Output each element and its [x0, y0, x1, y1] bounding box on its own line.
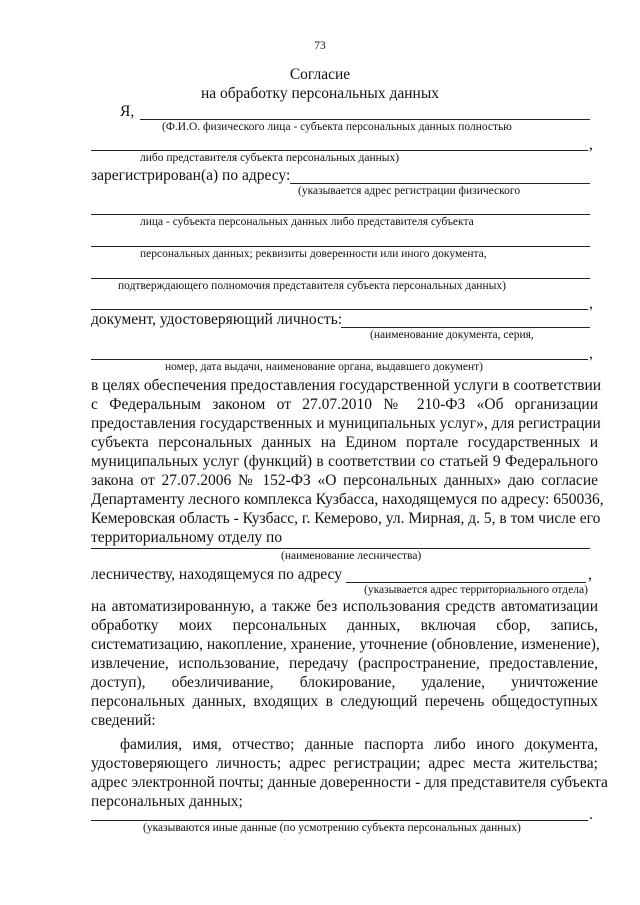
paragraph1-line: закона от 27.07.2006 № 152-ФЗ «О персональных данных» даю согласие [91, 472, 598, 489]
i-label: Я, [120, 103, 135, 120]
address-line-5[interactable] [91, 309, 588, 310]
hint-other: (указываются иные данные (по усмотрению субъекта персональных данных) [143, 822, 521, 834]
hint-doc-1: (наименование документа, серия, [370, 329, 534, 341]
paragraph2-line: доступ), обезличивание, блокирование, удаление, уничтожение [91, 674, 598, 691]
other-data-line[interactable] [91, 820, 588, 821]
hint-fio-2: либо представителя субъекта персональных данных) [140, 152, 400, 164]
id-doc-line-2[interactable] [91, 359, 588, 360]
forestry-label: лесничеству, находящемуся по адресу [91, 566, 342, 583]
comma-1: , [589, 136, 593, 153]
address-line-2[interactable] [91, 214, 590, 215]
paragraph3-last: персональных данных; [91, 793, 243, 810]
address-line[interactable] [290, 183, 590, 184]
forestry-line[interactable] [91, 548, 590, 549]
hint-forestry: (наименование лесничества) [281, 550, 422, 562]
hint-addr-4: подтверждающего полномочия представителя субъекта персональных данных) [118, 280, 506, 292]
paragraph1-line: Департаменту лесного комплекса Кузбасса, находящемуся по адресу: 650036, [91, 491, 604, 508]
registered-label: зарегистрирован(а) по адресу: [91, 167, 291, 184]
paragraph1-line: субъекта персональных данных на Едином портале государственных и [91, 434, 598, 451]
comma-3: , [589, 345, 593, 362]
fio-line[interactable] [140, 119, 590, 120]
address-line-4[interactable] [91, 278, 590, 279]
hint-doc-2: номер, дата выдачи, наименование органа, выдавшего документ) [165, 361, 483, 373]
paragraph2-last: сведений: [91, 712, 156, 729]
fio-line-2[interactable] [91, 150, 588, 151]
hint-addr-2: лица - субъекта персональных данных либо представителя субъекта [140, 216, 474, 228]
paragraph2-line: извлечение, использование, передачу (распространение, предоставление, [91, 655, 598, 672]
paragraph1-line: предоставления государственных и муниципальных услуг», для регистрации [91, 415, 601, 432]
id-doc-label: документ, удостоверяющий личность: [91, 311, 343, 328]
paragraph3-line: адрес электронной почты; данные доверенности - для представителя субъекта [91, 774, 608, 791]
paragraph3-line: удостоверяющего личность; адрес регистрации; адрес места жительства; [91, 755, 598, 772]
hint-addr-3: персональных данных; реквизиты доверенности или иного документа, [140, 248, 487, 260]
paragraph1-line: муниципальных услуг (функций) в соответствии со статьей 9 Федерального [91, 453, 598, 470]
paragraph1-line: с Федеральным законом от 27.07.2010 № 210-ФЗ «Об организации [91, 396, 598, 413]
paragraph1-line: в целях обеспечения предоставления государственной услуги в соответствии [91, 377, 602, 394]
territorial-address-line[interactable] [346, 582, 586, 583]
page-number: 73 [314, 40, 326, 52]
address-line-3[interactable] [91, 246, 590, 247]
paragraph1-line: Кемеровская область - Кузбасс, г. Кемерово, ул. Мирная, д. 5, в том числе его [91, 510, 601, 527]
page-title: Согласие [289, 66, 351, 83]
period: . [589, 806, 593, 823]
paragraph3-line: фамилия, имя, отчество; данные паспорта либо иного документа, [120, 736, 598, 753]
paragraph2-line: персональных данных, входящих в следующий перечень общедоступных [91, 693, 598, 710]
hint-addr-1: (указывается адрес регистрации физического [298, 185, 521, 197]
paragraph1-last: территориальному отделу по [91, 529, 283, 546]
id-doc-line[interactable] [341, 327, 590, 328]
comma-4: , [588, 566, 592, 583]
page-subtitle: на обработку персональных данных [201, 85, 439, 102]
comma-2: , [589, 295, 593, 312]
paragraph2-line: обработку моих персональных данных, включая сбор, запись, [91, 617, 598, 634]
paragraph2-line: на автоматизированную, а также без использования средств автоматизации [91, 598, 598, 615]
hint-fio-1: (Ф.И.О. физического лица - субъекта персональных данных полностью [162, 121, 512, 133]
hint-territorial: (указывается адрес территориального отдела) [364, 584, 588, 596]
paragraph2-line: систематизацию, накопление, хранение, уточнение (обновление, изменение), [91, 636, 600, 653]
